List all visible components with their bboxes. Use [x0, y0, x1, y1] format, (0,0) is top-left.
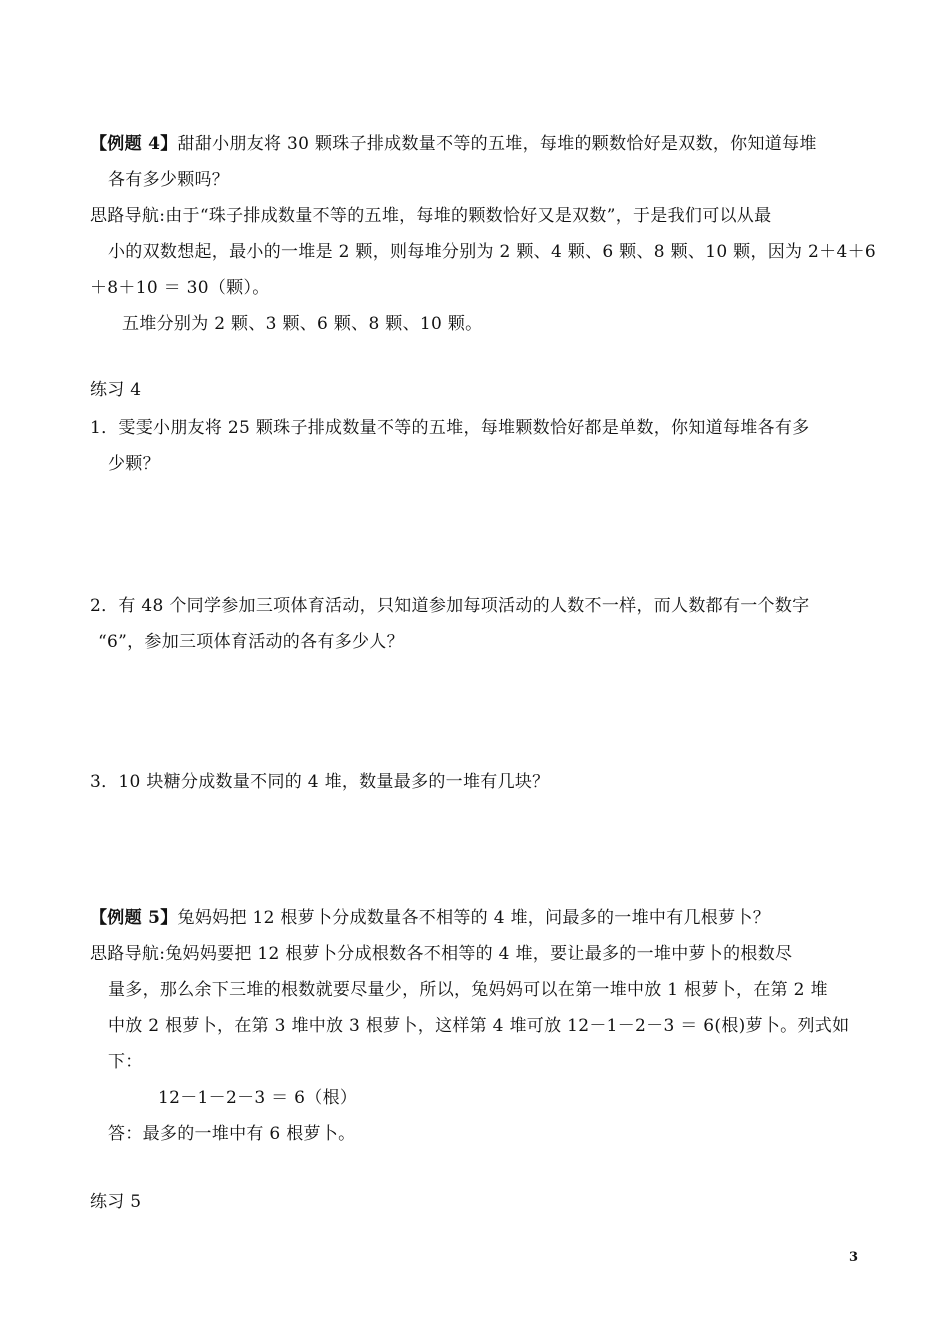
practice-4-item-2-line-2: “6”，参加三项体育活动的各有多少人？	[98, 632, 404, 652]
practice-4-item-2-line-1: 2．有 48 个同学参加三项体育活动，只知道参加每项活动的人数不一样，而人数都有一个数字	[90, 596, 810, 616]
example-4-answer: 五堆分别为 2 颗、3 颗、6 颗、8 颗、10 颗。	[122, 314, 483, 334]
example-5-solution-line-2: 量多，那么余下三堆的根数就要尽量少，所以，兔妈妈可以在第一堆中放 1 根萝卜，在第 2 堆	[108, 980, 828, 1000]
example-5-solution-line-4: 下：	[108, 1052, 143, 1072]
practice-5-title: 练习 5	[90, 1192, 142, 1212]
example-4-label: 【例题 4】	[90, 134, 178, 154]
practice-4-item-1-line-1: 1．雯雯小朋友将 25 颗珠子排成数量不等的五堆，每堆颗数恰好都是单数，你知道每堆各有多	[90, 418, 810, 438]
example-4-question-line-1: 【例题 4】甜甜小朋友将 30 颗珠子排成数量不等的五堆，每堆的颗数恰好是双数，你知道每堆	[90, 134, 817, 154]
practice-4-item-1-line-2: 少颗？	[108, 454, 160, 474]
example-4-question-line-2: 各有多少颗吗？	[108, 170, 230, 190]
practice-4-title: 练习 4	[90, 380, 142, 400]
example-5-label: 【例题 5】	[90, 908, 178, 928]
example-5-formula: 12－1－2－3 ＝ 6（根）	[158, 1088, 358, 1108]
example-5-solution-line-3: 中放 2 根萝卜，在第 3 堆中放 3 根萝卜，这样第 4 堆可放 12－1－2－3 ＝ 6(根)萝卜。列式如	[108, 1016, 850, 1036]
example-4-solution-line-2: 小的双数想起，最小的一堆是 2 颗，则每堆分别为 2 颗、4 颗、6 颗、8 颗、10 颗，因为 2＋4＋6	[108, 242, 876, 262]
practice-4-item-3: 3．10 块糖分成数量不同的 4 堆，数量最多的一堆有几块？	[90, 772, 550, 792]
example-5-solution-line-1: 思路导航:兔妈妈要把 12 根萝卜分成根数各不相等的 4 堆，要让最多的一堆中萝卜的根数尽	[90, 944, 793, 964]
example-5-question: 【例题 5】兔妈妈把 12 根萝卜分成数量各不相等的 4 堆，问最多的一堆中有几根萝卜？	[90, 908, 771, 928]
example-5-answer: 答：最多的一堆中有 6 根萝卜。	[108, 1124, 356, 1144]
example-4-solution-line-3: ＋8＋10 ＝ 30（颗）。	[90, 278, 270, 298]
example-4-solution-line-1: 思路导航:由于“珠子排成数量不等的五堆，每堆的颗数恰好又是双数”，于是我们可以从最	[90, 206, 772, 226]
page-number: 3	[848, 1250, 858, 1265]
